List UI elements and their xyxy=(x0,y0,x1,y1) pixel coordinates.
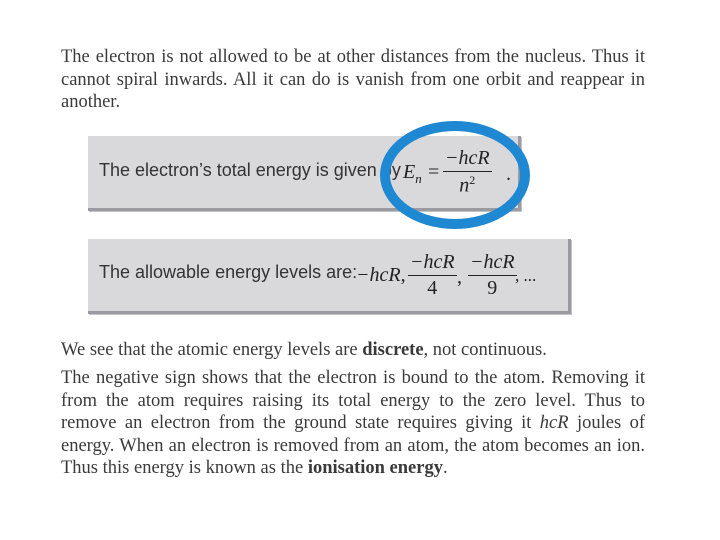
level-2-fraction: −hcR 4 xyxy=(410,251,455,299)
energy-levels-label: The allowable energy levels are: xyxy=(99,262,358,282)
ground-level-term: −hcR, xyxy=(356,264,406,286)
discrete-paragraph: We see that the atomic energy levels are discrete, not continuous. xyxy=(61,340,547,360)
highlight-circle xyxy=(380,121,530,229)
discrete-term: discrete xyxy=(362,340,424,360)
energy-formula-label: The electron’s total energy is given by xyxy=(99,160,401,180)
equals-sign: = xyxy=(428,161,440,183)
levels-ellipsis: , ... xyxy=(515,266,537,285)
ionisation-paragraph: The negative sign shows that the electron is bound to the atom. Removing it from the atom requires raising its total energy to the zero level. Thus to remove an electron from the ground state requires giving it hcR joules of energy. When an electron is removed from an atom, the atom becomes an ion. Thus this energy is known as the ionisation energy. xyxy=(61,368,645,478)
hcr-term: hcR xyxy=(539,413,569,433)
levels-comma: , xyxy=(457,266,462,288)
formula-period: . xyxy=(506,163,511,185)
energy-fraction: −hcR $n^2$ xyxy=(445,147,490,197)
intro-paragraph: The electron is not allowed to be at other distances from the nucleus. Thus it cannot spiral inwards. All it can do is vanish from one orbit and reappear in another. xyxy=(61,47,645,112)
energy-symbol: $E_n$ xyxy=(403,161,422,186)
level-3-fraction: −hcR 9 xyxy=(470,251,515,299)
ionisation-energy-term: ionisation energy xyxy=(307,458,443,478)
